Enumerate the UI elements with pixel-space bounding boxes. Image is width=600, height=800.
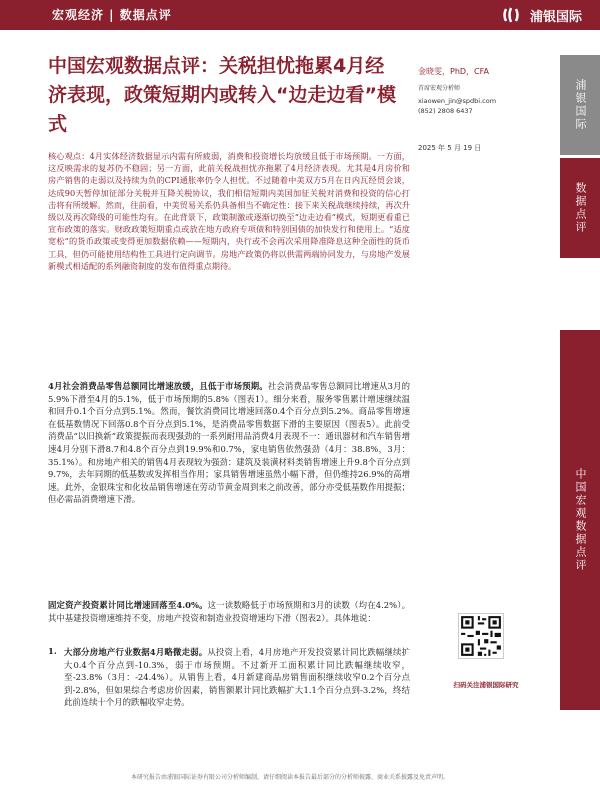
author-email[interactable]: xiaowen_jin@spdbi.com [418,97,497,105]
logo-mark-icon [502,6,524,24]
report-date: 2025 年 5 月 19 日 [418,144,482,152]
company-logo [502,4,582,26]
top-header-bar [0,0,600,30]
consumption-paragraph [48,380,410,506]
sidebar-topic-label: 中国宏观数据点评 [574,468,587,572]
sidebar-type-block [560,158,600,258]
report-title: 中国宏观数据点评：关税担忧拖累4月经济表现，政策短期内或转入“边走边看”模式 [48,55,396,135]
sidebar-type-label: 数据点评 [574,182,587,234]
consumption-lead: 4月社会消费品零售总额同比增速放缓，且低于市场预期。 [48,381,268,391]
logo-text: 浦银国际 [529,9,582,25]
sidebar-brand-label: 浦银国际 [574,79,587,131]
property-text: 从投资上看，4月房地产开发投资累计同比跌幅继续扩大0.4个百分点到-10.3%，弱于市场预期。不过新开工面积累计同比跌幅继续收窄，至-23.8%（3月：-24.4%）。从销售上看，4月新建商品房销售面积继续收窄0.2个百分点到-2.8%，但如果综合考虑房价因素，销售额累计同比跌幅扩大1.1个百分点到-3.2%，终结此前连续十个月的跌幅收窄走势。 [64,647,411,708]
report-category-tag: 宏观经济 | 数据点评 [52,8,172,22]
sidebar-topic-block [560,330,600,710]
investment-lead: 固定资产投资累计同比增速回落至4.0%。 [48,600,208,610]
list-number: 1. [48,646,57,656]
property-paragraph [64,646,410,709]
author-phone: (852) 2808 6437 [418,107,473,115]
author-name: 金晓雯，PhD，CFA [418,67,489,76]
key-summary: 核心观点：4月实体经济数据显示内需有所疲弱，消费和投资增长均放缓且低于市场预期。一方面，这反映需求的复苏仍不稳固；另一方面，此前关税战担忧亦拖累了4月经济表现。尤其是4月房价和房产销售的走弱以及持续为负的CPI通胀率仍令人担忧。不过随着中美双方5月在日内瓦经贸会谈，达成90天暂停加征部分关税并互降关税协议，我们相信短期内美国加征关税对消费和投资的信心打击将有所缓解。然而，往前看，中美贸易关系仍具备相当不确定性：接下来关税战继续持续，再次升级以及再次降级的可能性均有。在此背景下，政策制激或逐渐切换至“边走边看”模式，短期更看重已宣布政策的落实。财政政策短期重点或放在地方政府专项债和特别国债的加快发行和使用上。“适度宽松”的货币政策或变得更加数据依赖——短期内，央行或不会再次采用降准降息这种全面性的货币工具，但仍可能使用结构性工具进行定向调节。房地产政策仍将以供需两端协同发力，与房地产发展新模式相适配的系列融资制度的发布值得重点期待。 [48,151,410,271]
investment-paragraph [48,599,410,624]
consumption-text: 社会消费品零售总额同比增速从3月的5.9%下滑至4月的5.1%，低于市场预期的5.8%（图表1）。细分来看，服务零售累计增速继续温和回升0.1个百分点到5.1%。然而，餐饮消费同比增速回落0.4个百分点到5.2%。商品零售增速在低基数情况下回落0.8个百分点到5.1%，是消费品零售数据下滑的主要原因（图表5）。此前受消费品“以旧换新”政策提振而表现强劲的一系列耐用品消费4月表现不一：通讯器材和汽车销售增速4月分别下滑8.7和4.8个百分点到19.9%和0.7%，家电销售依然强劲（4月：38.8%，3月：35.1%）。和房地产相关的销售4月表现较为强劲：建筑及装潢材料类销售增速上升9.8个百分点到9.7%，去年同期的低基数或发挥相当作用；家具销售增速虽然小幅下滑，但仍维持26.9%的高增速。此外，金银珠宝和化妆品销售增速在劳动节黄金周到来之前改善，部分亦受低基数作用提振；但必需品消费增速下滑。 [48,381,411,505]
investment-text: 这一读数略低于市场预期和3月的读数（均在4.2%）。其中基建投资增速维持不变，房地产投资和制造业投资增速均下滑（图表2）。具体地说： [48,600,410,623]
author-role: 首席宏观分析师 [418,85,461,92]
author-info [418,66,548,116]
sidebar-brand-block [560,55,600,155]
disclaimer-footer: 本研究报告由浦银国际证券有限公司分析师编制，请仔细阅读本报告最后部分的分析师披露、商业关系披露及免责声明。 [130,774,449,781]
right-sidebar [560,30,600,800]
property-lead: 大部分房地产行业数据4月略微走弱。 [64,647,208,657]
qr-code-icon[interactable] [458,613,504,659]
qr-code-label: 扫码关注浦银国际研究 [453,681,519,689]
